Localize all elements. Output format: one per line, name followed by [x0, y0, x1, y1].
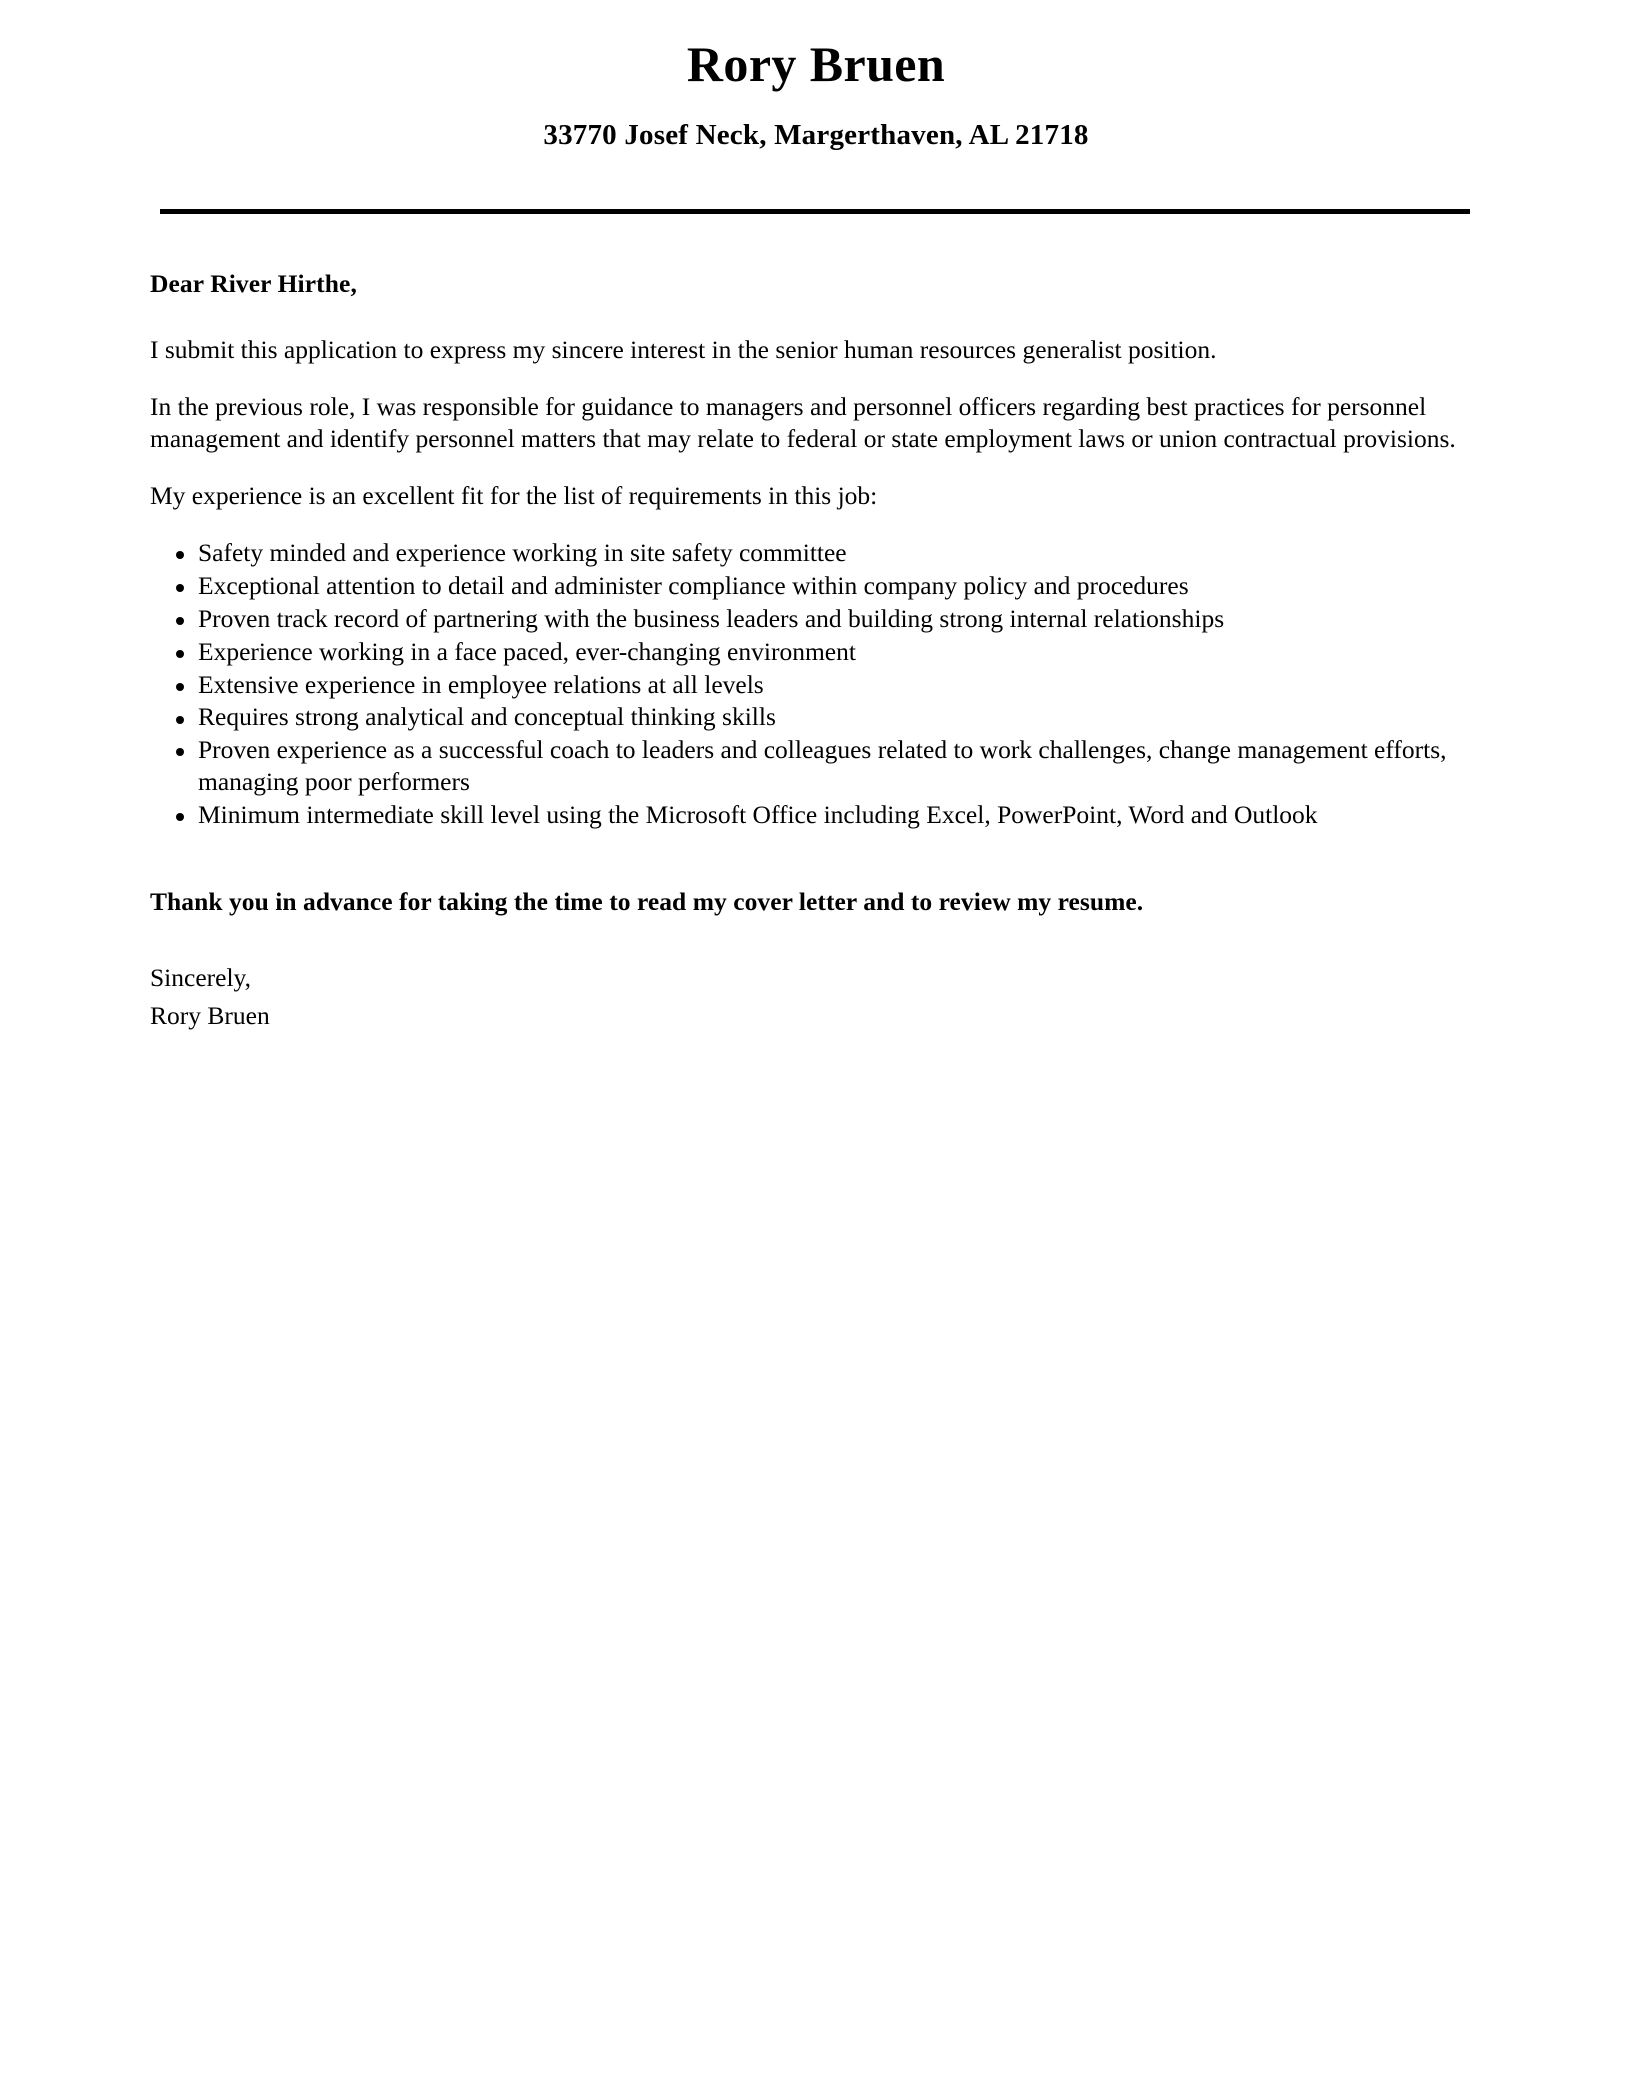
bullet-icon	[176, 584, 184, 592]
list-item-text: Proven track record of partnering with the business leaders and building strong internal relationships	[198, 603, 1225, 633]
list-item	[150, 636, 1470, 668]
list-item	[150, 701, 1470, 733]
body-paragraph-3: My experience is an excellent fit for the list of requirements in this job:	[150, 481, 878, 510]
list-item	[150, 570, 1470, 602]
list-item	[150, 537, 1470, 569]
body-paragraph-2: In the previous role, I was responsible for guidance to managers and personnel officers regarding best practices for personnel management and identify personnel matters that may relate to federal or state employment laws or union contractual provisions.	[150, 392, 1456, 453]
signature-name: Rory Bruen	[150, 1000, 270, 1030]
salutation: Dear River Hirthe,	[150, 269, 357, 298]
bullet-icon	[176, 813, 184, 821]
bullet-icon	[176, 683, 184, 691]
list-item-text: Exceptional attention to detail and administer compliance within company policy and procedures	[198, 570, 1189, 600]
signoff-closing: Sincerely,	[150, 962, 252, 992]
list-item-text: Safety minded and experience working in site safety committee	[198, 538, 847, 567]
bullet-icon	[176, 716, 184, 724]
closing-thanks: Thank you in advance for taking the time to read my cover letter and to review my resume.	[150, 886, 1144, 916]
list-item	[150, 669, 1470, 701]
requirements-list	[150, 537, 1470, 831]
bullet-icon	[176, 551, 184, 559]
list-item	[150, 799, 1470, 831]
list-item-text: Experience working in a face paced, ever-changing environment	[198, 636, 856, 666]
list-item-text: Requires strong analytical and conceptual thinking skills	[198, 702, 776, 732]
sender-address: 33770 Josef Neck, Margerthaven, AL 21718	[543, 119, 1089, 151]
body-paragraph-1: I submit this application to express my sincere interest in the senior human resources generalist position.	[150, 335, 1217, 364]
list-item	[150, 603, 1470, 635]
signoff-block	[150, 962, 1470, 1032]
list-item-text: Proven experience as a successful coach to leaders and colleagues related to work challenges, change management efforts, managing poor performers	[198, 735, 1447, 797]
list-item-text: Extensive experience in employee relations at all levels	[198, 669, 764, 699]
sender-name: Rory Bruen	[686, 36, 946, 92]
letterhead	[0, 36, 1632, 153]
bullet-icon	[176, 650, 184, 658]
list-item	[150, 734, 1470, 798]
letter-body	[150, 268, 1470, 1032]
bullet-icon	[176, 617, 184, 625]
list-item-text: Minimum intermediate skill level using the Microsoft Office including Excel, PowerPoint, Word and Outlook	[198, 800, 1318, 829]
header-divider	[160, 209, 1470, 214]
bullet-icon	[176, 748, 184, 756]
